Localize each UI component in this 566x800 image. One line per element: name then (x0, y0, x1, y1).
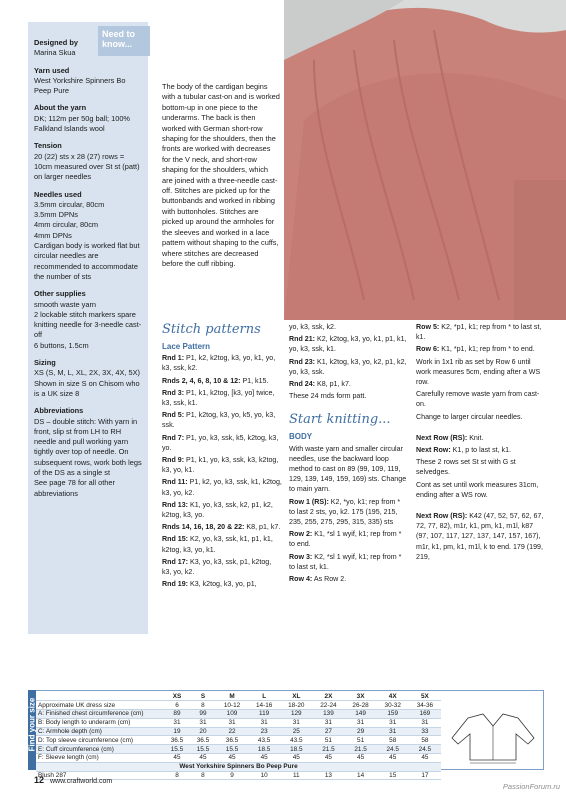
tension-label: Tension (34, 141, 62, 151)
measurement-value: 45 (409, 754, 441, 763)
measurement-label: E: Cuff circumference (cm) (36, 745, 164, 754)
row-text: K2, k2tog, k3, yo, k1, p1, k1, yo, k3, ssk, k1. (289, 335, 407, 354)
instruction-row (162, 455, 282, 475)
website-link[interactable]: www.craftworld.com (49, 778, 113, 785)
instruction-row (289, 357, 407, 377)
instruction-row (416, 433, 546, 443)
row-text: K42 (47, 52, 57, 62, 67, 72, 77, 82), m1r, k1, pm, k1, m1l, k87 (97, 107, 117, 127, 137, 147, 157, 167), m1r, k1, pm, k1, m1l, k to end. 179 (199, 219, (416, 512, 544, 561)
measurement-value: 8 (190, 701, 216, 710)
size-table-row (36, 710, 441, 719)
measurement-value: 8 (164, 771, 190, 780)
instruction-row (162, 522, 282, 532)
row-text: K2, yo, k3, ssk, k1, p1, k1, k2tog, k3, yo, k1. (162, 535, 273, 554)
measurement-label: A: Finished chest circumference (cm) (36, 710, 164, 719)
measurement-value: 14-16 (248, 701, 280, 710)
row-text: Cont as set until work measures 31cm, ending after a WS row. (416, 480, 539, 499)
size-column-header: 5X (409, 692, 441, 701)
row-label: Rnds 14, 16, 18, 20 & 22: (162, 523, 245, 532)
abbreviations-text: DS – double stitch: With yarn in front, slip st from LH to RH needle and pull working yarn tightly over top of needle. On subsequent rows, work both legs of the DS as a single st See page 78 for all other abbreviations (34, 416, 142, 498)
size-table-row (36, 754, 441, 763)
row-label: Rnd 3: (162, 388, 185, 397)
needles-text: 3.5mm circular, 80cm 3.5mm DPNs 4mm circular, 80cm 4mm DPNs Cardigan body is worked flat but circular needles are recommended to accommodate the number of sts (34, 199, 140, 281)
instruction-row (416, 457, 546, 477)
designed-by-label: Designed by (34, 38, 78, 47)
measurement-value: 8 (190, 771, 216, 780)
instruction-row (289, 552, 407, 572)
row-label: Row 2: (289, 530, 313, 539)
measurement-value: 36.5 (164, 736, 190, 745)
size-table-row (36, 727, 441, 736)
instruction-row (289, 391, 407, 401)
row-label: Rnd 24: (289, 380, 316, 389)
row-label: Row 1 (RS): (289, 497, 329, 506)
measurement-value: 31 (377, 727, 409, 736)
measurement-label: C: Armhole depth (cm) (36, 727, 164, 736)
measurement-value: 33 (409, 727, 441, 736)
intro-paragraph: The body of the cardigan begins with a tubular cast-on and is worked bottom-up in one piece to the underarms. The back is then worked with German short-row shaping for the shoulders, then the fronts are worked with decreases for the V neck, and short-row shaping for the shoulders, which are joined with a three-needle cast-off. Stitches are picked up for the buttonbands and worked in ribbing with buttonholes. Stitches are picked up around the armholes for the sleeves and worked in a lace pattern without shaping to the cuffs, where stitches are decreased before the cuff ribbing. (162, 82, 280, 268)
instruction-row (416, 357, 546, 388)
row-label: Rnd 9: (162, 456, 185, 465)
measurement-value: 20 (190, 727, 216, 736)
cardigan-schematic (448, 710, 538, 765)
measurement-value: 18.5 (248, 745, 280, 754)
instruction-row (162, 353, 282, 373)
measurement-value: 45 (377, 754, 409, 763)
measurement-value: 15.5 (216, 745, 248, 754)
measurement-value: 149 (345, 710, 377, 719)
row-label: Rnd 5: (162, 411, 185, 420)
measurement-value: 31 (190, 718, 216, 727)
measurement-value: 10-12 (216, 701, 248, 710)
instruction-row (416, 389, 546, 409)
measurement-value: 11 (280, 771, 312, 780)
yarn-note: West Yorkshire Spinners Bo Peep Pure (36, 762, 441, 771)
measurement-value: 18-20 (280, 701, 312, 710)
row-text: K8, p1, k7. (315, 380, 351, 389)
measurement-value: 30-32 (377, 701, 409, 710)
measurement-value: 58 (377, 736, 409, 745)
measurement-value: 45 (280, 754, 312, 763)
sleeve-photo (284, 0, 566, 320)
instruction-row (162, 410, 282, 430)
measurement-value: 22 (216, 727, 248, 736)
measurement-value: 119 (248, 710, 280, 719)
measurement-label: B: Body length to underarm (cm) (36, 718, 164, 727)
measurement-value: 139 (312, 710, 344, 719)
row-text: K2, *p1, k1; rep from * to last st, k1. (416, 323, 542, 342)
measurement-value: 19 (164, 727, 190, 736)
instruction-row (416, 412, 546, 422)
about-text: DK; 112m per 50g ball; 100% Falkland Islands wool (34, 113, 130, 134)
measurement-value: 45 (164, 754, 190, 763)
row-text: P1, yo, k3, ssk, k5, k2tog, k3, yo. (162, 433, 279, 452)
measurement-value: 14 (345, 771, 377, 780)
instruction-row (162, 477, 282, 497)
row-label: Rnds 2, 4, 6, 8, 10 & 12: (162, 376, 241, 385)
measurement-value: 13 (312, 771, 344, 780)
size-column-header: 4X (377, 692, 409, 701)
instruction-row (162, 433, 282, 453)
instruction-row (289, 529, 407, 549)
size-table (36, 692, 441, 780)
row-text: These 2 rows set St st with G st selvedges. (416, 458, 516, 477)
row-text: K1, *p1, k1; rep from * to end. (439, 345, 535, 354)
row-label: Rnd 23: (289, 357, 316, 366)
measurement-value: 109 (216, 710, 248, 719)
row-label: Row 3: (289, 552, 313, 561)
watermark: PassionForum.ru (502, 782, 560, 791)
tension-text: 20 (22) sts x 28 (27) rows = 10cm measured over St st (patt) on larger needles (34, 151, 140, 182)
row-label: Rnd 19: (162, 580, 189, 589)
size-column-header: 2X (312, 692, 344, 701)
measurement-value: 31 (409, 718, 441, 727)
body-heading: BODY (289, 432, 313, 442)
size-table-row (36, 701, 441, 710)
start-knitting-heading: Start knitting... (289, 412, 391, 428)
instruction-row (416, 480, 546, 500)
row-label: Rnd 7: (162, 433, 185, 442)
measurement-value: 31 (248, 718, 280, 727)
row-label: Rnd 1: (162, 354, 185, 363)
measurement-value: 99 (190, 710, 216, 719)
measurement-value: 18.5 (280, 745, 312, 754)
row-text: K1, k2tog, k3, yo, k2, p1, k2, yo, k3, ssk. (289, 357, 407, 376)
row-label: Rnd 15: (162, 535, 189, 544)
size-table-row (36, 736, 441, 745)
instruction-row (162, 376, 282, 386)
instruction-row (162, 388, 282, 408)
need-to-know-sidebar (28, 22, 148, 634)
row-text: K2, *yo, k1; rep from * to last 2 sts, yo, k2. 175 (195, 215, 235, 255, 275, 295, 315, 335) sts (289, 497, 401, 527)
about-label: About the yarn (34, 103, 87, 113)
measurement-value: 27 (312, 727, 344, 736)
measurement-value: 31 (377, 718, 409, 727)
measurement-label: D: Top sleeve circumference (cm) (36, 736, 164, 745)
measurement-value: 159 (377, 710, 409, 719)
row-text: As Row 2. (312, 575, 347, 584)
instruction-row (416, 322, 546, 342)
instruction-row (162, 557, 282, 577)
measurement-value: 169 (409, 710, 441, 719)
instruction-row (162, 534, 282, 554)
size-column-header: M (216, 692, 248, 701)
row-label: Row 5: (416, 323, 440, 331)
needles-label: Needles used (34, 189, 82, 199)
stitch-patterns-heading: Stitch patterns (162, 322, 261, 337)
row-text: P1, k1, yo, k3, ssk, k3, k2tog, k3, yo, k1. (162, 456, 279, 475)
measurement-value: 21.5 (312, 745, 344, 754)
measurement-label: Approximate UK dress size (36, 701, 164, 710)
need-to-know-tab: Need to know... (98, 26, 150, 56)
measurement-value: 89 (164, 710, 190, 719)
size-column-header (36, 692, 164, 701)
row-label: Next Row (RS): (416, 433, 468, 442)
measurement-value: 26-28 (345, 701, 377, 710)
measurement-value: 45 (190, 754, 216, 763)
row-text: Knit. (467, 433, 484, 442)
row-label: Row 4: (289, 575, 313, 584)
measurement-value: 34-36 (409, 701, 441, 710)
size-column-header: L (248, 692, 280, 701)
measurement-value: 23 (248, 727, 280, 736)
size-column-header: XS (164, 692, 190, 701)
measurement-value: 31 (345, 718, 377, 727)
page-footer (34, 775, 112, 785)
measurement-value: 45 (312, 754, 344, 763)
row-text: P1, k1, k2tog, [k3, yo] twice, k3, ssk, k1. (162, 388, 275, 408)
measurement-value: 129 (280, 710, 312, 719)
row-text: P1, k2tog, k3, yo, k5, yo, k3, ssk. (162, 411, 276, 430)
lace-pattern-heading: Lace Pattern (162, 342, 211, 351)
instruction-row (162, 579, 282, 589)
measurement-value: 24.5 (409, 745, 441, 754)
measurement-label: Blush 287 (36, 771, 164, 780)
size-table-row (36, 745, 441, 754)
measurement-value: 25 (280, 727, 312, 736)
instruction-row (289, 444, 407, 495)
row-text: K3, k2tog, k3, yo, p1, (188, 580, 257, 589)
measurement-value: 24.5 (377, 745, 409, 754)
measurement-value: 15 (377, 771, 409, 780)
yarn-label: Yarn used (34, 65, 70, 75)
instruction-row (162, 500, 282, 520)
row-text: P1, k15. (240, 376, 269, 385)
row-label: Row 6: (416, 345, 440, 354)
sizing-text: XS (S, M, L, XL, 2X, 3X, 4X, 5X) Shown in size S on Chisom who is a UK size 8 (34, 368, 140, 398)
row-label: Rnd 21: (289, 335, 316, 344)
find-your-size-label: Find your size (27, 697, 37, 752)
continued-instructions-column (416, 322, 546, 564)
row-text: P1, k2, k2tog, k3, yo, k1, yo, k3, ssk, k2. (162, 354, 276, 373)
row-text: K1, p to last st, k1. (450, 446, 512, 455)
instruction-row (289, 334, 407, 354)
measurement-value: 43.5 (280, 736, 312, 745)
measurement-value: 29 (345, 727, 377, 736)
row-label: Next Row: (416, 446, 451, 455)
size-column-header: XL (280, 692, 312, 701)
body-instructions-column (289, 322, 407, 586)
row-text: P1, k2, yo, k3, ssk, k1, k2tog, k3, yo, k2. (162, 478, 282, 497)
size-table-row (36, 718, 441, 727)
measurement-value: 58 (409, 736, 441, 745)
measurement-value: 31 (312, 718, 344, 727)
row-label: Rnd 11: (162, 478, 188, 487)
row-text: Change to larger circular needles. (416, 412, 523, 421)
row-text: K3, yo, k3, ssk, p1, k2tog, k3, yo, k2. (162, 557, 272, 577)
measurement-value: 21.5 (345, 745, 377, 754)
abbreviations-label: Abbreviations (34, 406, 84, 416)
measurement-value: 36.5 (190, 736, 216, 745)
instruction-row (289, 322, 407, 332)
measurement-value: 45 (345, 754, 377, 763)
measurement-value: 9 (216, 771, 248, 780)
measurement-value: 31 (280, 718, 312, 727)
measurement-value: 45 (248, 754, 280, 763)
measurement-value: 15.5 (190, 745, 216, 754)
measurement-value: 6 (164, 701, 190, 710)
yarn-note-row (36, 762, 441, 771)
row-text: K8, p1, k7. (244, 523, 281, 532)
designer-name: Marina Skua (34, 48, 76, 58)
measurement-value: 51 (345, 736, 377, 745)
sizing-label: Sizing (34, 358, 56, 368)
supplies-text: smooth waste yarn 2 lockable stitch markers spare knitting needle for 3-needle cast-off 6 buttons, 1.5cm (34, 299, 142, 350)
row-text: Carefully remove waste yarn from cast-on. (416, 390, 540, 409)
row-text: These 24 rnds form patt. (289, 392, 367, 401)
instruction-row (289, 497, 407, 528)
row-text: yo, k3, ssk, k2. (289, 323, 336, 331)
find-your-size-tab (28, 690, 36, 770)
instruction-row (289, 574, 407, 584)
size-column-header: 3X (345, 692, 377, 701)
row-label: Next Row (RS): (416, 512, 468, 521)
row-label: Rnd 17: (162, 557, 189, 566)
instruction-row (416, 344, 546, 354)
row-text: Work in 1x1 rib as set by Row 6 until work measures 5cm, ending after a WS row. (416, 357, 541, 387)
yarn-text: West Yorkshire Spinners Bo Peep Pure (34, 75, 126, 96)
row-text: K1, yo, k3, ssk, k2, p1, k2, k2tog, k3, yo. (162, 500, 273, 520)
measurement-value: 17 (409, 771, 441, 780)
measurement-value: 15.5 (164, 745, 190, 754)
measurement-value: 51 (312, 736, 344, 745)
measurement-value: 36.5 (216, 736, 248, 745)
supplies-label: Other supplies (34, 289, 86, 299)
row-label: Rnd 13: (162, 500, 189, 509)
measurement-value: 45 (216, 754, 248, 763)
stitch-patterns-column (162, 322, 282, 591)
instruction-row (289, 379, 407, 389)
instruction-row (416, 511, 546, 562)
measurement-label: F: Sleeve length (cm) (36, 754, 164, 763)
measurement-value: 31 (216, 718, 248, 727)
size-column-header: S (190, 692, 216, 701)
row-text: K1, *sl 1 wyif, k1; rep from * to end. (289, 530, 402, 549)
measurement-value: 43.5 (248, 736, 280, 745)
row-text: K2, *sl 1 wyif, k1; rep from * to last st, k1. (289, 552, 402, 571)
page-number: 12 (34, 775, 45, 785)
instruction-row (416, 445, 546, 455)
measurement-value: 10 (248, 771, 280, 780)
row-text: With waste yarn and smaller circular needles, use the backward loop method to cast on 89 (99, 109, 119, 129, 139, 149, 159, 169) sts. Change to main yarn. (289, 444, 407, 494)
measurement-value: 31 (164, 718, 190, 727)
measurement-value: 22-24 (312, 701, 344, 710)
